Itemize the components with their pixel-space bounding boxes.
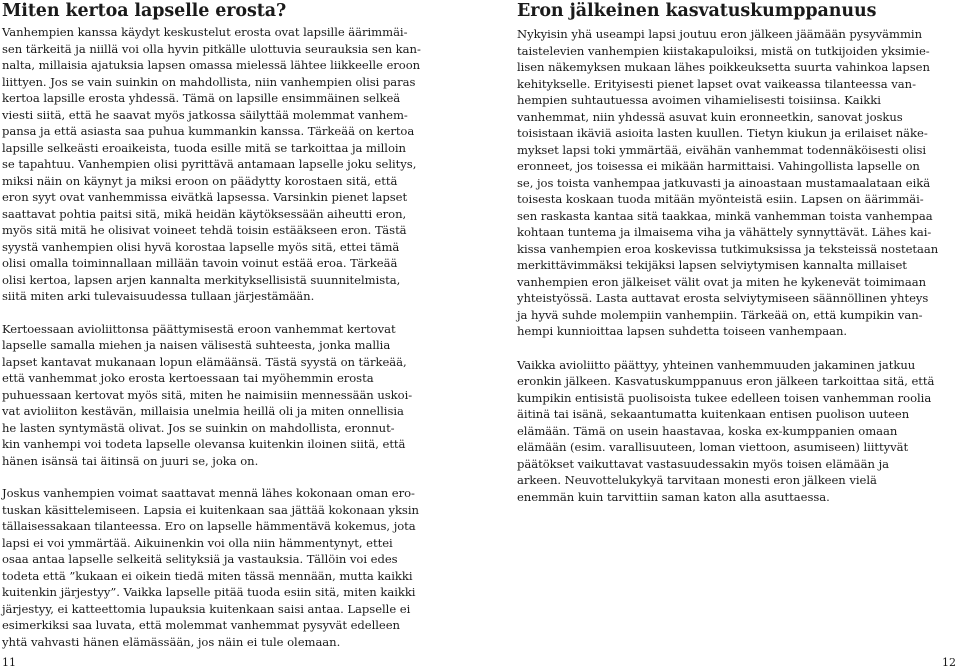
left-paragraph-3: Joskus vanhempien voimat saattavat mennä lähes kokonaan oman ero- tuskan käsittelemiseen. Lapsia ei kuitenkaan saa jättää kokonaan yksin tällaisessakaan tilanteessa. Ero on lapselle hämmentävä kokemus, jota lapsi ei voi ymmärtää. Aikuinenkin voi olla niin hämmentynyt, ettei osaa antaa lapselle selkeitä selityksiä ja vastauksia. Tällöin voi edes todeta että ”kukaan ei oikein tiedä miten tässä mennään, mutta kaikki kuitenkin järjestyy”. Vaikka lapselle pitää tuoda esiin sitä, miten kaikki järjestyy, ei katteettomia lupauksia kuitenkaan saisi antaa. Lapselle ei esimerkiksi saa luvata, että molemmat vanhemmat pysyvät edelleen yhtä vahvasti hänen elämässään, jos näin ei tule olemaan.: [2, 486, 419, 649]
right-page-heading: Eron jälkeinen kasvatuskumppanuus: [517, 1, 877, 21]
right-page-number: 12: [942, 656, 956, 669]
left-page-number: 11: [2, 656, 16, 669]
right-paragraph-2: Vaikka avioliitto päättyy, yhteinen vanhemmuuden jakaminen jatkuu eronkin jälkeen. Kasvatuskumppanuus eron jälkeen tarkoittaa sitä, että kumpikin entisistä puolisoista tukee edelleen toisen vanhemman roolia äitinä tai isänä, sekaantumatta kuitenkaan entisen puolison uuteen elämään. Tämä on usein haastavaa, koska ex-kumppanien omaan elämään (esim. varallisuuteen, loman viettoon, asumiseen) liittyvät päätökset vaikuttavat vastasuudessakin myös toisen elämään ja arkeen. Neuvottelukykyä tarvitaan monesti eron jälkeen vielä enemmän kuin tarvittiin saman katon alla asuttaessa.: [517, 357, 935, 504]
left-page-heading: Miten kertoa lapselle erosta?: [2, 1, 287, 21]
right-page-column: [517, 0, 957, 505]
left-paragraph-2: Kertoessaan avioliittonsa päättymisestä eroon vanhemmat kertovat lapselle samalla miehen ja naisen välisestä suhteesta, jonka mallia lapset kantavat mukanaan lopun elämäänsä. Tästä syystä on tärkeää, että vanhemmat joko erosta kertoessaan tai myöhemmin erosta puhuessaan kertovat myös sitä, miten he naimisiin mennessään uskoi- vat avioliiton kestävän, millaisia unelmia heillä oli ja miten onnellisia he lasten syntymästä olivat. Jos se suinkin on mahdollista, eronnut- kin vanhempi voi todeta lapselle olevansa kuitenkin iloinen siitä, että hänen isänsä tai äitinsä on juuri se, joka on.: [2, 321, 413, 468]
left-page-column: [2, 0, 442, 650]
right-paragraph-1: Nykyisin yhä useampi lapsi joutuu eron jälkeen jäämään pysyvämmin taistelevien vanhempien kiistakapuloiksi, mistä on tutkijoiden yksimie- lisen näkemyksen mukaan lähes poikkeuksetta suurta vahinkoa lapsen kehitykselle. Erityisesti pienet lapset ovat vaikeassa tilanteessa van- hempien suhtautuessa avoimen vihamielisesti toisiinsa. Kaikki vanhemmat, niin yhdessä asuvat kuin eronneetkin, sanovat joskus toisistaan ikäviä asioita lasten kuullen. Tietyn kiukun ja erilaiset näke- mykset lapsi toki ymmärtää, eivähän vanhemmat todennäköisesti olisi eronneet, jos toisessa ei mikään harmittaisi. Vahingollista lapselle on se, jos toista vanhempaa jatkuvasti ja ainoastaan mustamaalataan eikä toisesta koskaan tuoda mitään myönteistä esiin. Lapsen on äärimmäi- sen raskasta kantaa sitä taakkaa, minkä vanhemman toista vanhempaa kohtaan tuntema ja ilmaisema viha ja vähättely synnyttävät. Lähes kai- kissa vanhempien eroa koskevissa tutkimuksissa ja teksteissä nostetaan merkittävimmäksi tekijäksi lapsen selviytymisen kannalta millaiset vanhempien eron jälkeiset välit ovat ja miten he kykenevät toimimaan yhteistyössä. Lasta auttavat erosta selviytymiseen säännöllinen yhteys ja hyvä suhde molempiin vanhempiin. Tärkeää on, että kumpikin van- hempi kunnioittaa lapsen suhdetta toiseen vanhempaan.: [517, 27, 939, 338]
left-paragraph-1: Vanhempien kanssa käydyt keskustelut erosta ovat lapsille äärimmäi- sen tärkeitä ja niillä voi olla hyvin pitkälle ulottuvia seurauksia sen kan- nalta, millaisia ajatuksia lapsen omassa mielessä lähtee liikkeelle eroon liittyen. Jos se vain suinkin on mahdollista, niin vanhempien olisi paras kertoa lapsille erosta yhdessä. Tämä on lapsille ensimmäinen selkeä viesti siitä, että he saavat myös jatkossa säilyttää molemmat vanhem- pansa ja että asiasta saa puhua kummankin kanssa. Tärkeää on kertoa lapsille selkeästi eroaikeista, tuoda esille mitä se tarkoittaa ja milloin se tapahtuu. Vanhempien olisi pyrittävä antamaan lapselle joku selitys, miksi näin on käynyt ja miksi eroon on päädytty korostaen sitä, että eron syyt ovat vanhemmissa eivätkä lapsessa. Varsinkin pienet lapset saattavat pohtia paitsi sitä, mikä heidän käytöksessään aiheutti eron, myös sitä mitä he olisivat voineet tehdä toisin estääkseen eron. Tästä syystä vanhempien olisi hyvä korostaa lapselle myös sitä, ettei tämä olisi omalla toiminnallaan millään tavoin voinut estää eroa. Tärkeää olisi kertoa, lapsen arjen kannalta merkityksellisistä suunnitelmista, siitä miten arki tulevaisuudessa tullaan järjestämään.: [2, 25, 421, 303]
